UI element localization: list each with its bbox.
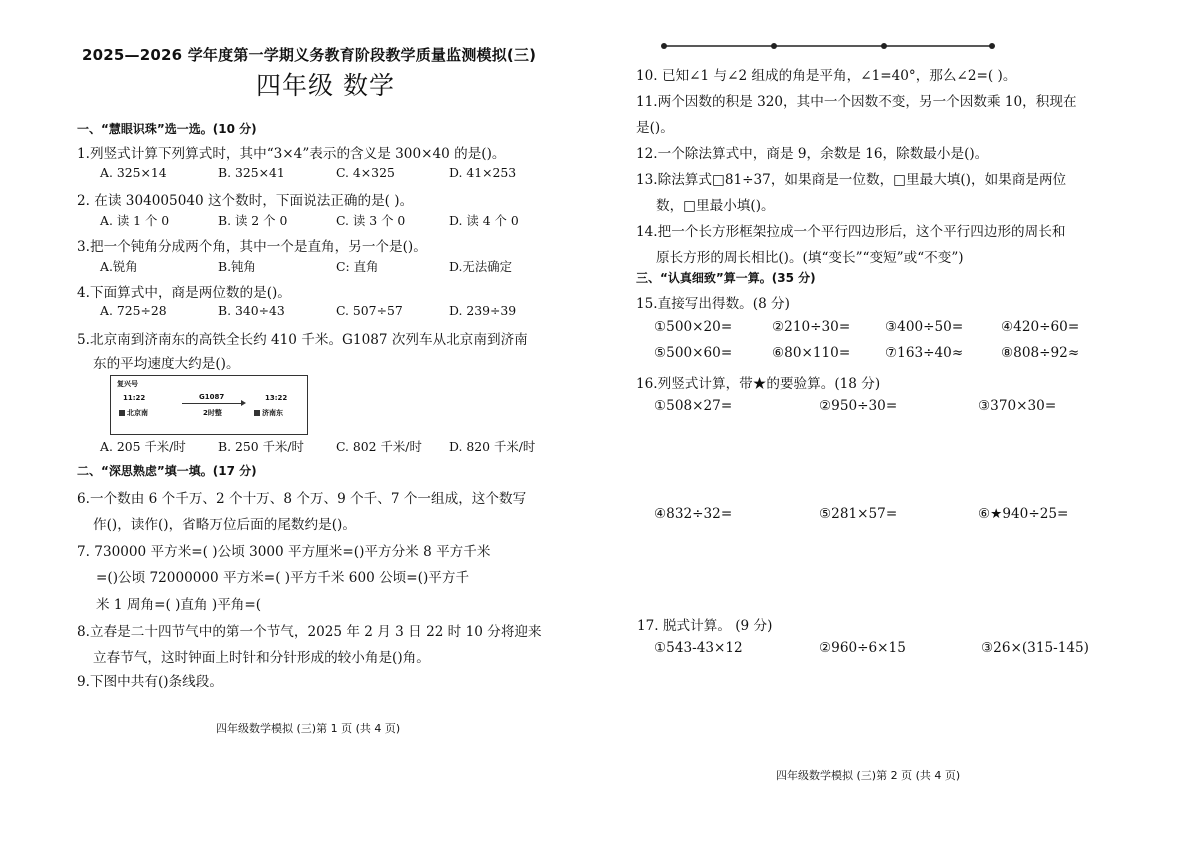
section-2-heading: 二、“深思熟虑”填一填。(17 分) (77, 464, 257, 478)
q4-option-c: C. 507÷57 (336, 303, 403, 318)
question-8-line1: 8.立春是二十四节气中的第一个节气，2025 年 2 月 3 日 22 时 10 分将迎来 (77, 624, 542, 640)
departure-station-label (119, 408, 148, 418)
question-6-line2: 作()，读作()，省略万位后面的尾数约是()。 (93, 517, 356, 533)
exam-subtitle: 四年级 数学 (256, 71, 395, 100)
q2-option-c: C. 读 3 个 0 (336, 213, 406, 228)
page-1-footer: 四年级数学模拟 (三)第 1 页 (共 4 页) (216, 722, 401, 735)
q16-item-6: ⑥★940÷25= (978, 506, 1069, 522)
right-page (600, 0, 1200, 848)
q17-item-3: ③26×(315-145) (981, 640, 1089, 656)
question-7-line2: =()公顷 72000000 平方米=( )平方千米 600 公顷=()平方千 (96, 570, 470, 586)
q2-option-d: D. 读 4 个 0 (449, 213, 519, 228)
q2-option-a: A. 读 1 个 0 (100, 213, 170, 228)
arrow-icon (182, 403, 242, 404)
question-17: 17. 脱式计算。 (9 分) (637, 618, 773, 634)
q16-item-5: ⑤281×57= (819, 506, 898, 522)
q16-item-3: ③370×30= (978, 398, 1057, 414)
segment-point-3 (881, 43, 887, 49)
question-6-line1: 6.一个数由 6 个千万、2 个十万、8 个万、9 个千、7 个一组成，这个数写 (77, 491, 527, 507)
q2-option-b: B. 读 2 个 0 (218, 213, 288, 228)
arrival-station: 济南东 (262, 409, 283, 417)
q3-option-c: C: 直角 (336, 259, 379, 274)
q17-item-1: ①543-43×12 (654, 640, 743, 656)
station-icon (119, 410, 125, 416)
question-15: 15.直接写出得数。(8 分) (636, 296, 790, 312)
question-14-line1: 14.把一个长方形框架拉成一个平行四边形后，这个平行四边形的周长和 (636, 224, 1066, 240)
train-ticket-figure (110, 375, 308, 435)
q5-option-d: D. 820 千米/时 (449, 439, 536, 454)
q3-option-b: B.钝角 (218, 259, 256, 274)
q3-option-a: A.锐角 (100, 259, 138, 274)
q5-option-c: C. 802 千米/时 (336, 439, 422, 454)
question-14-line2: 原长方形的周长相比()。(填“变长”“变短”或“不变”) (656, 250, 964, 266)
question-11-line1: 11.两个因数的积是 320，其中一个因数不变，另一个因数乘 10，积现在 (636, 94, 1077, 110)
section-1-heading: 一、“慧眼识珠”选一选。(10 分) (77, 122, 257, 136)
question-3: 3.把一个钝角分成两个角，其中一个是直角，另一个是()。 (77, 239, 427, 255)
q4-option-d: D. 239÷39 (449, 303, 517, 318)
question-2: 2. 在读 304005040 这个数时，下面说法正确的是( )。 (77, 193, 414, 209)
q1-option-a: A. 325×14 (100, 165, 167, 180)
departure-time: 11:22 (123, 394, 146, 402)
question-13-line1: 13.除法算式□81÷37，如果商是一位数，□里最大填()，如果商是两位 (636, 172, 1067, 188)
q15-item-6: ⑥80×110= (772, 345, 851, 361)
q15-item-8: ⑧808÷92≈ (1001, 345, 1080, 361)
q4-option-a: A. 725÷28 (100, 303, 167, 318)
page-2-footer: 四年级数学模拟 (三)第 2 页 (共 4 页) (776, 769, 961, 782)
q5-option-b: B. 250 千米/时 (218, 439, 304, 454)
question-13-line2: 数，□里最小填()。 (656, 198, 775, 214)
train-brand: 复兴号 (117, 380, 138, 388)
train-number: G1087 (199, 393, 225, 401)
arrival-time: 13:22 (265, 394, 288, 402)
q15-item-3: ③400÷50= (885, 319, 964, 335)
line-segment-figure (658, 40, 998, 52)
question-16: 16.列竖式计算，带★的要验算。(18 分) (636, 376, 881, 392)
q3-option-d: D.无法确定 (449, 259, 512, 274)
q15-item-4: ④420÷60= (1001, 319, 1080, 335)
question-4: 4.下面算式中，商是两位数的是()。 (77, 285, 291, 301)
q17-item-2: ②960÷6×15 (819, 640, 906, 656)
q16-item-4: ④832÷32= (654, 506, 733, 522)
q4-option-b: B. 340÷43 (218, 303, 285, 318)
departure-station: 北京南 (127, 409, 148, 417)
q1-option-b: B. 325×41 (218, 165, 285, 180)
arrival-station-label (254, 408, 283, 418)
question-11-line2: 是()。 (636, 120, 674, 136)
question-1: 1.列竖式计算下列算式时，其中“3×4”表示的含义是 300×40 的是()。 (77, 146, 506, 162)
q16-item-2: ②950÷30= (819, 398, 898, 414)
question-7-line3: 米 1 周角=( )直角 )平角=( (96, 597, 262, 613)
question-10: 10. 已知∠1 与∠2 组成的角是平角，∠1=40°，那么∠2=( )。 (636, 68, 1017, 84)
travel-duration: 2时整 (203, 409, 222, 417)
q15-item-2: ②210÷30= (772, 319, 851, 335)
q1-option-d: D. 41×253 (449, 165, 517, 180)
question-5-line1: 5.北京南到济南东的高铁全长约 410 千米。G1087 次列车从北京南到济南 (77, 332, 528, 348)
q1-option-c: C. 4×325 (336, 165, 395, 180)
q15-item-5: ⑤500×60= (654, 345, 733, 361)
section-3-heading: 三、“认真细致”算一算。(35 分) (636, 271, 816, 285)
question-5-line2: 东的平均速度大约是()。 (93, 356, 240, 372)
segment-point-2 (771, 43, 777, 49)
exam-title: 2025—2026 学年度第一学期义务教育阶段教学质量监测模拟(三) (82, 46, 537, 64)
question-12: 12.一个除法算式中，商是 9，余数是 16，除数最小是()。 (636, 146, 989, 162)
q5-option-a: A. 205 千米/时 (100, 439, 186, 454)
question-7-line1: 7. 730000 平方米=( )公顷 3000 平方厘米=()平方分米 8 平方千米 (77, 544, 491, 560)
station-icon (254, 410, 260, 416)
q16-item-1: ①508×27= (654, 398, 733, 414)
question-8-line2: 立春节气，这时钟面上时针和分针形成的较小角是()角。 (93, 650, 430, 666)
segment-point-4 (989, 43, 995, 49)
q15-item-7: ⑦163÷40≈ (885, 345, 964, 361)
segment-point-1 (661, 43, 667, 49)
q15-item-1: ①500×20= (654, 319, 733, 335)
question-9: 9.下图中共有()条线段。 (77, 674, 223, 690)
